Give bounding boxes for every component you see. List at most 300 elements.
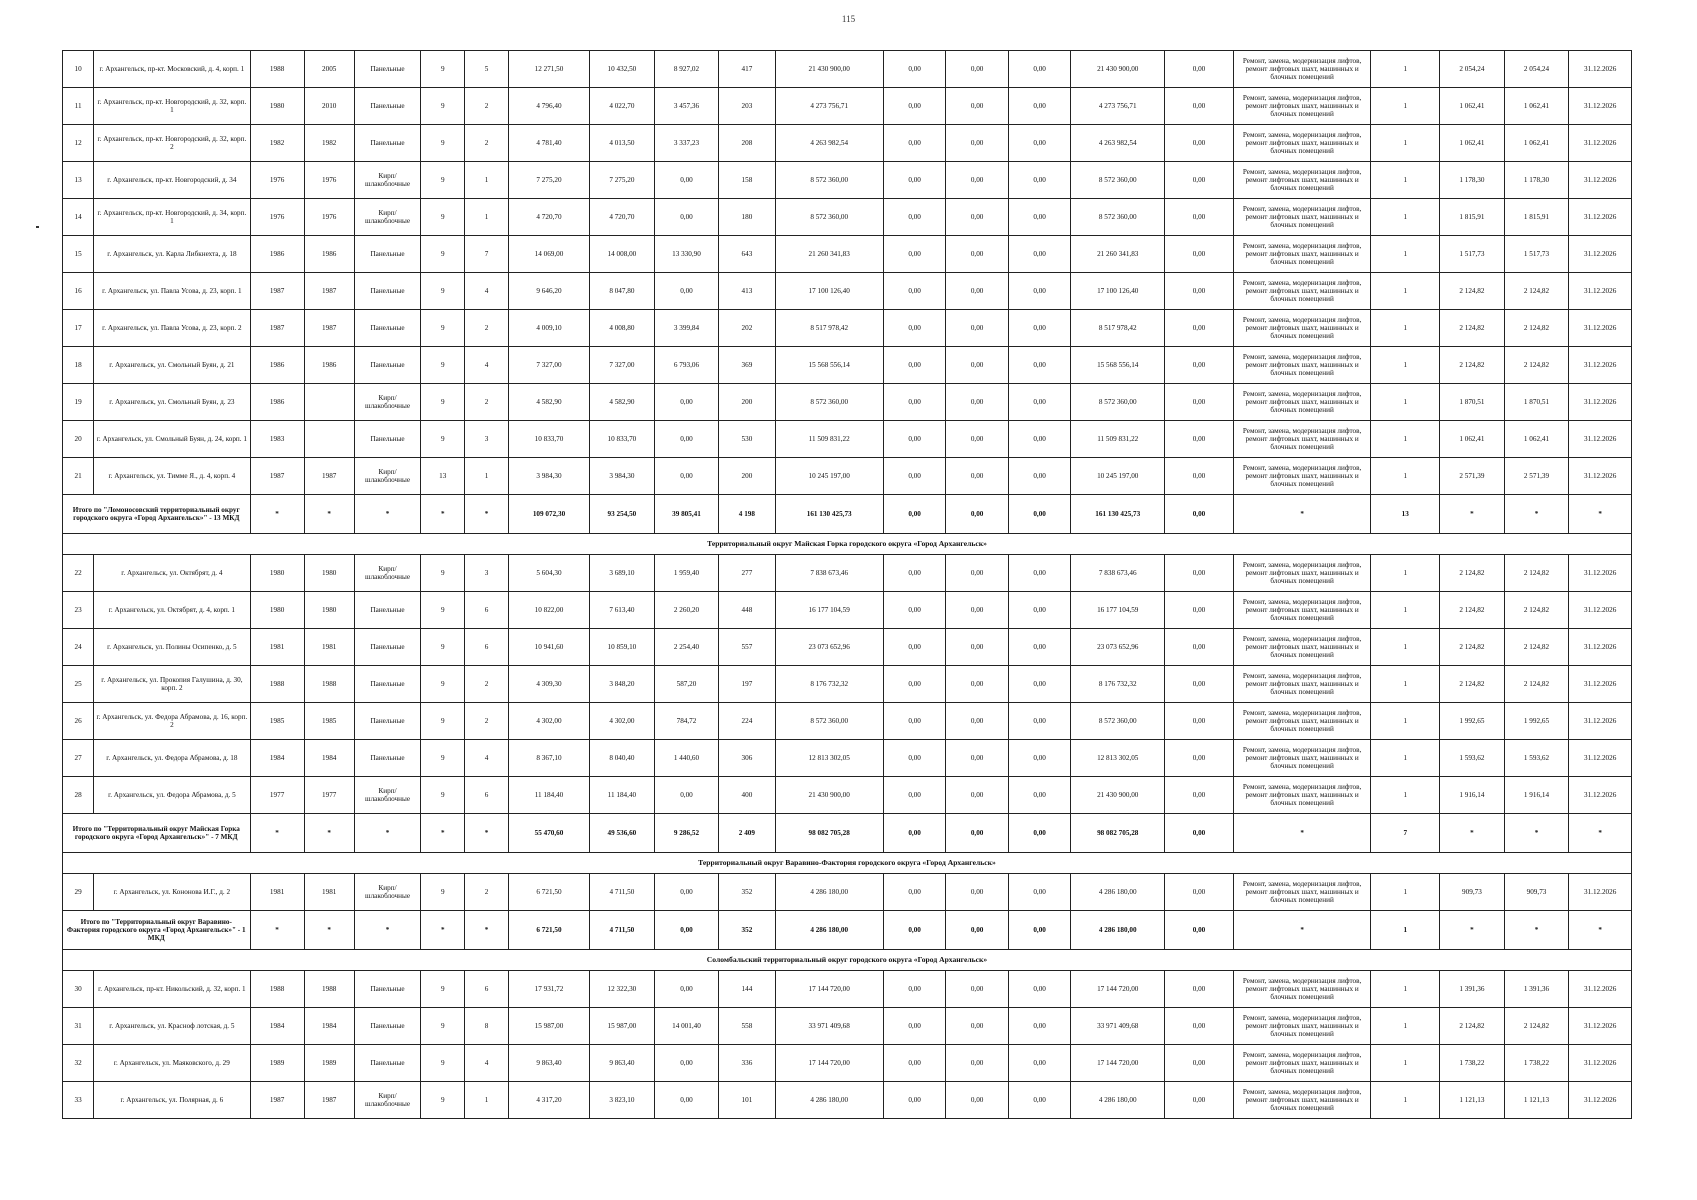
cell-f2: 0,00 bbox=[946, 421, 1009, 458]
cell-a3: 0,00 bbox=[654, 777, 719, 814]
cell-a2: 7 275,20 bbox=[590, 162, 655, 199]
cell-f4: 8 572 360,00 bbox=[1071, 199, 1165, 236]
total-f3: 0,00 bbox=[1008, 911, 1071, 950]
cell-fl: 9 bbox=[421, 1082, 465, 1119]
cell-cost: 15 568 556,14 bbox=[775, 347, 883, 384]
cell-cost: 23 073 652,96 bbox=[775, 629, 883, 666]
cell-f4: 4 263 982,54 bbox=[1071, 125, 1165, 162]
cell-a3: 2 254,40 bbox=[654, 629, 719, 666]
page-number: 115 bbox=[841, 14, 856, 24]
cell-f4: 17 144 720,00 bbox=[1071, 1045, 1165, 1082]
cell-u2: 1 517,73 bbox=[1504, 236, 1569, 273]
cell-f1: 0,00 bbox=[883, 458, 946, 495]
cell-ent: 2 bbox=[465, 703, 509, 740]
total-a1: 109 072,30 bbox=[508, 495, 589, 534]
cell-f2: 0,00 bbox=[946, 51, 1009, 88]
cell-f2: 0,00 bbox=[946, 458, 1009, 495]
cell-f4: 7 838 673,46 bbox=[1071, 555, 1165, 592]
cell-walls: Панельные bbox=[354, 236, 421, 273]
cell-people: 158 bbox=[719, 162, 775, 199]
cell-f2: 0,00 bbox=[946, 555, 1009, 592]
cell-fl: 9 bbox=[421, 1045, 465, 1082]
total-placeholder: * bbox=[1569, 911, 1632, 950]
cell-work: Ремонт, замена, модернизация лифтов, ремонт лифтовых шахт, машинных и блочных помещений bbox=[1233, 1045, 1371, 1082]
cell-cost: 4 286 180,00 bbox=[775, 1082, 883, 1119]
total-placeholder: * bbox=[1440, 911, 1505, 950]
cell-u1: 1 062,41 bbox=[1440, 125, 1505, 162]
table-row bbox=[63, 347, 1632, 384]
section-title: Соломбальский территориальный округ городского округа «Город Архангельск» bbox=[63, 950, 1632, 971]
total-a2: 93 254,50 bbox=[590, 495, 655, 534]
cell-people: 224 bbox=[719, 703, 775, 740]
cell-n: 25 bbox=[63, 666, 94, 703]
cell-f4: 23 073 652,96 bbox=[1071, 629, 1165, 666]
cell-cost: 21 260 341,83 bbox=[775, 236, 883, 273]
total-label: Итого по "Территориальный округ Варавино-Фактория городского округа «Город Архангельск»" - 1 МКД bbox=[63, 911, 251, 950]
total-placeholder: * bbox=[1569, 814, 1632, 853]
table-row bbox=[63, 740, 1632, 777]
cell-u2: 2 571,39 bbox=[1504, 458, 1569, 495]
cell-y1: 1980 bbox=[250, 592, 304, 629]
table-row bbox=[63, 273, 1632, 310]
cell-n: 10 bbox=[63, 51, 94, 88]
capital-repair-table-sheet bbox=[62, 50, 1632, 1119]
cell-date: 31.12.2026 bbox=[1569, 199, 1632, 236]
cell-address: г. Архангельск, пр-кт. Новгородский, д. 32, корп. 2 bbox=[94, 125, 250, 162]
total-placeholder: * bbox=[1440, 814, 1505, 853]
cell-y1: 1985 bbox=[250, 703, 304, 740]
cell-work: Ремонт, замена, модернизация лифтов, ремонт лифтовых шахт, машинных и блочных помещений bbox=[1233, 703, 1371, 740]
section-title: Территориальный округ Варавино-Фактория городского округа «Город Архангельск» bbox=[63, 853, 1632, 874]
cell-walls: Панельные bbox=[354, 125, 421, 162]
total-placeholder: * bbox=[1233, 814, 1371, 853]
cell-cost: 17 144 720,00 bbox=[775, 971, 883, 1008]
cell-f2: 0,00 bbox=[946, 629, 1009, 666]
cell-u2: 2 054,24 bbox=[1504, 51, 1569, 88]
cell-u1: 2 124,82 bbox=[1440, 273, 1505, 310]
cell-ent: 1 bbox=[465, 199, 509, 236]
total-label: Итого по "Ломоносовский территориальный округ городского округа «Город Архангельск»" - 13 МКД bbox=[63, 495, 251, 534]
cell-y2: 1987 bbox=[304, 458, 354, 495]
total-f2: 0,00 bbox=[946, 911, 1009, 950]
total-placeholder: * bbox=[465, 495, 509, 534]
cell-ent: 1 bbox=[465, 162, 509, 199]
cell-people: 413 bbox=[719, 273, 775, 310]
cell-date: 31.12.2026 bbox=[1569, 51, 1632, 88]
cell-fl: 9 bbox=[421, 384, 465, 421]
total-row bbox=[63, 814, 1632, 853]
cell-people: 200 bbox=[719, 384, 775, 421]
cell-walls: Кирп/ шлакоблочные bbox=[354, 162, 421, 199]
cell-u1: 1 870,51 bbox=[1440, 384, 1505, 421]
cell-fl: 9 bbox=[421, 88, 465, 125]
cell-ent: 2 bbox=[465, 88, 509, 125]
capital-repair-table bbox=[62, 50, 1632, 1119]
cell-f5: 0,00 bbox=[1165, 273, 1234, 310]
cell-n: 18 bbox=[63, 347, 94, 384]
cell-date: 31.12.2026 bbox=[1569, 592, 1632, 629]
total-people: 2 409 bbox=[719, 814, 775, 853]
cell-f5: 0,00 bbox=[1165, 629, 1234, 666]
cell-cost: 21 430 900,00 bbox=[775, 51, 883, 88]
total-f3: 0,00 bbox=[1008, 495, 1071, 534]
cell-date: 31.12.2026 bbox=[1569, 236, 1632, 273]
cell-u1: 1 062,41 bbox=[1440, 88, 1505, 125]
cell-n: 13 bbox=[63, 162, 94, 199]
cell-fl: 9 bbox=[421, 347, 465, 384]
table-row bbox=[63, 971, 1632, 1008]
cell-f5: 0,00 bbox=[1165, 703, 1234, 740]
cell-f1: 0,00 bbox=[883, 629, 946, 666]
cell-work: Ремонт, замена, модернизация лифтов, ремонт лифтовых шахт, машинных и блочных помещений bbox=[1233, 458, 1371, 495]
cell-u2: 2 124,82 bbox=[1504, 347, 1569, 384]
section-title: Территориальный округ Майская Горка городского округа «Город Архангельск» bbox=[63, 534, 1632, 555]
total-placeholder: * bbox=[1504, 495, 1569, 534]
cell-n: 24 bbox=[63, 629, 94, 666]
cell-n: 16 bbox=[63, 273, 94, 310]
cell-y1: 1977 bbox=[250, 777, 304, 814]
total-placeholder: * bbox=[250, 911, 304, 950]
cell-walls: Панельные bbox=[354, 666, 421, 703]
cell-a2: 12 322,30 bbox=[590, 971, 655, 1008]
cell-a1: 15 987,00 bbox=[508, 1008, 589, 1045]
cell-u2: 2 124,82 bbox=[1504, 666, 1569, 703]
cell-cnt: 1 bbox=[1371, 347, 1440, 384]
cell-walls: Панельные bbox=[354, 629, 421, 666]
cell-work: Ремонт, замена, модернизация лифтов, ремонт лифтовых шахт, машинных и блочных помещений bbox=[1233, 199, 1371, 236]
cell-a3: 3 457,36 bbox=[654, 88, 719, 125]
cell-f3: 0,00 bbox=[1008, 555, 1071, 592]
cell-f2: 0,00 bbox=[946, 592, 1009, 629]
cell-f2: 0,00 bbox=[946, 740, 1009, 777]
cell-n: 20 bbox=[63, 421, 94, 458]
cell-n: 27 bbox=[63, 740, 94, 777]
total-f3: 0,00 bbox=[1008, 814, 1071, 853]
table-row bbox=[63, 777, 1632, 814]
cell-people: 180 bbox=[719, 199, 775, 236]
cell-f1: 0,00 bbox=[883, 162, 946, 199]
cell-y2: 1980 bbox=[304, 555, 354, 592]
total-a1: 55 470,60 bbox=[508, 814, 589, 853]
cell-f1: 0,00 bbox=[883, 125, 946, 162]
cell-f2: 0,00 bbox=[946, 1082, 1009, 1119]
cell-fl: 9 bbox=[421, 421, 465, 458]
table-row bbox=[63, 1008, 1632, 1045]
total-row bbox=[63, 495, 1632, 534]
total-placeholder: * bbox=[421, 911, 465, 950]
cell-f1: 0,00 bbox=[883, 555, 946, 592]
cell-cnt: 1 bbox=[1371, 458, 1440, 495]
cell-u2: 1 992,65 bbox=[1504, 703, 1569, 740]
total-placeholder: * bbox=[304, 911, 354, 950]
section-header-row bbox=[63, 534, 1632, 555]
cell-ent: 2 bbox=[465, 310, 509, 347]
cell-fl: 9 bbox=[421, 592, 465, 629]
cell-y1: 1980 bbox=[250, 555, 304, 592]
cell-u2: 1 916,14 bbox=[1504, 777, 1569, 814]
cell-f5: 0,00 bbox=[1165, 310, 1234, 347]
cell-f5: 0,00 bbox=[1165, 384, 1234, 421]
cell-u1: 909,73 bbox=[1440, 874, 1505, 911]
cell-date: 31.12.2026 bbox=[1569, 629, 1632, 666]
cell-walls: Кирп/ шлакоблочные bbox=[354, 1082, 421, 1119]
cell-address: г. Архангельск, ул. Октябрят, д. 4, корп. 1 bbox=[94, 592, 250, 629]
cell-a1: 14 069,00 bbox=[508, 236, 589, 273]
cell-cost: 8 517 978,42 bbox=[775, 310, 883, 347]
cell-cnt: 1 bbox=[1371, 310, 1440, 347]
cell-walls: Панельные bbox=[354, 347, 421, 384]
cell-f3: 0,00 bbox=[1008, 273, 1071, 310]
cell-people: 208 bbox=[719, 125, 775, 162]
cell-a3: 1 440,60 bbox=[654, 740, 719, 777]
cell-n: 19 bbox=[63, 384, 94, 421]
cell-people: 352 bbox=[719, 874, 775, 911]
cell-address: г. Архангельск, ул. Маяковского, д. 29 bbox=[94, 1045, 250, 1082]
total-a3: 9 286,52 bbox=[654, 814, 719, 853]
cell-ent: 1 bbox=[465, 1082, 509, 1119]
cell-a1: 4 317,20 bbox=[508, 1082, 589, 1119]
cell-u2: 1 062,41 bbox=[1504, 88, 1569, 125]
cell-f1: 0,00 bbox=[883, 236, 946, 273]
cell-a3: 2 260,20 bbox=[654, 592, 719, 629]
cell-date: 31.12.2026 bbox=[1569, 1082, 1632, 1119]
cell-address: г. Архангельск, ул. Федора Абрамова, д. 5 bbox=[94, 777, 250, 814]
cell-u2: 1 815,91 bbox=[1504, 199, 1569, 236]
cell-ent: 4 bbox=[465, 273, 509, 310]
table-row bbox=[63, 125, 1632, 162]
cell-y1: 1988 bbox=[250, 51, 304, 88]
cell-ent: 8 bbox=[465, 1008, 509, 1045]
total-count: 13 bbox=[1371, 495, 1440, 534]
cell-fl: 9 bbox=[421, 51, 465, 88]
cell-y2: 1988 bbox=[304, 971, 354, 1008]
cell-u2: 2 124,82 bbox=[1504, 310, 1569, 347]
cell-y1: 1987 bbox=[250, 458, 304, 495]
cell-u1: 1 992,65 bbox=[1440, 703, 1505, 740]
cell-a3: 3 337,23 bbox=[654, 125, 719, 162]
total-placeholder: * bbox=[1440, 495, 1505, 534]
total-f4: 161 130 425,73 bbox=[1071, 495, 1165, 534]
cell-f3: 0,00 bbox=[1008, 421, 1071, 458]
total-f2: 0,00 bbox=[946, 495, 1009, 534]
cell-a3: 0,00 bbox=[654, 199, 719, 236]
cell-y2: 1986 bbox=[304, 236, 354, 273]
cell-work: Ремонт, замена, модернизация лифтов, ремонт лифтовых шахт, машинных и блочных помещений bbox=[1233, 310, 1371, 347]
cell-n: 11 bbox=[63, 88, 94, 125]
cell-a2: 10 859,10 bbox=[590, 629, 655, 666]
cell-f5: 0,00 bbox=[1165, 1082, 1234, 1119]
cell-f3: 0,00 bbox=[1008, 703, 1071, 740]
cell-people: 369 bbox=[719, 347, 775, 384]
cell-u2: 1 062,41 bbox=[1504, 125, 1569, 162]
cell-f4: 4 273 756,71 bbox=[1071, 88, 1165, 125]
total-placeholder: * bbox=[1504, 911, 1569, 950]
cell-f4: 4 286 180,00 bbox=[1071, 1082, 1165, 1119]
cell-f3: 0,00 bbox=[1008, 592, 1071, 629]
cell-a1: 9 646,20 bbox=[508, 273, 589, 310]
cell-y1: 1987 bbox=[250, 310, 304, 347]
cell-f4: 17 144 720,00 bbox=[1071, 971, 1165, 1008]
cell-n: 28 bbox=[63, 777, 94, 814]
cell-f5: 0,00 bbox=[1165, 347, 1234, 384]
cell-f3: 0,00 bbox=[1008, 629, 1071, 666]
cell-u2: 1 870,51 bbox=[1504, 384, 1569, 421]
cell-f3: 0,00 bbox=[1008, 1082, 1071, 1119]
cell-f3: 0,00 bbox=[1008, 874, 1071, 911]
cell-f3: 0,00 bbox=[1008, 199, 1071, 236]
cell-y2: 1982 bbox=[304, 125, 354, 162]
table-row bbox=[63, 310, 1632, 347]
cell-people: 400 bbox=[719, 777, 775, 814]
cell-cost: 8 572 360,00 bbox=[775, 703, 883, 740]
cell-u1: 1 062,41 bbox=[1440, 421, 1505, 458]
cell-y1: 1983 bbox=[250, 421, 304, 458]
cell-y1: 1989 bbox=[250, 1045, 304, 1082]
cell-f4: 11 509 831,22 bbox=[1071, 421, 1165, 458]
cell-a3: 0,00 bbox=[654, 162, 719, 199]
cell-f3: 0,00 bbox=[1008, 51, 1071, 88]
cell-n: 22 bbox=[63, 555, 94, 592]
cell-walls: Панельные bbox=[354, 592, 421, 629]
cell-people: 448 bbox=[719, 592, 775, 629]
cell-address: г. Архангельск, пр-кт. Московский, д. 4, корп. 1 bbox=[94, 51, 250, 88]
cell-address: г. Архангельск, ул. Федора Абрамова, д. 16, корп. 2 bbox=[94, 703, 250, 740]
table-row bbox=[63, 236, 1632, 273]
cell-people: 306 bbox=[719, 740, 775, 777]
cell-y1: 1986 bbox=[250, 384, 304, 421]
cell-address: г. Архангельск, ул. Кононова И.Г., д. 2 bbox=[94, 874, 250, 911]
cell-people: 417 bbox=[719, 51, 775, 88]
cell-f3: 0,00 bbox=[1008, 458, 1071, 495]
table-row bbox=[63, 384, 1632, 421]
cell-y2: 1981 bbox=[304, 629, 354, 666]
cell-date: 31.12.2026 bbox=[1569, 1045, 1632, 1082]
cell-f2: 0,00 bbox=[946, 666, 1009, 703]
cell-f2: 0,00 bbox=[946, 1008, 1009, 1045]
cell-work: Ремонт, замена, модернизация лифтов, ремонт лифтовых шахт, машинных и блочных помещений bbox=[1233, 629, 1371, 666]
cell-f5: 0,00 bbox=[1165, 125, 1234, 162]
cell-people: 203 bbox=[719, 88, 775, 125]
cell-a2: 10 833,70 bbox=[590, 421, 655, 458]
cell-y1: 1987 bbox=[250, 1082, 304, 1119]
cell-f3: 0,00 bbox=[1008, 1008, 1071, 1045]
cell-cnt: 1 bbox=[1371, 1045, 1440, 1082]
cell-cnt: 1 bbox=[1371, 777, 1440, 814]
total-people: 4 198 bbox=[719, 495, 775, 534]
cell-a2: 9 863,40 bbox=[590, 1045, 655, 1082]
cell-f1: 0,00 bbox=[883, 666, 946, 703]
cell-work: Ремонт, замена, модернизация лифтов, ремонт лифтовых шахт, машинных и блочных помещений bbox=[1233, 51, 1371, 88]
cell-f4: 8 572 360,00 bbox=[1071, 384, 1165, 421]
cell-cost: 16 177 104,59 bbox=[775, 592, 883, 629]
cell-f4: 16 177 104,59 bbox=[1071, 592, 1165, 629]
cell-a3: 0,00 bbox=[654, 1082, 719, 1119]
cell-a2: 11 184,40 bbox=[590, 777, 655, 814]
cell-walls: Кирп/ шлакоблочные bbox=[354, 199, 421, 236]
cell-y2: 2010 bbox=[304, 88, 354, 125]
cell-f5: 0,00 bbox=[1165, 666, 1234, 703]
cell-ent: 6 bbox=[465, 629, 509, 666]
cell-fl: 9 bbox=[421, 273, 465, 310]
cell-u1: 1 121,13 bbox=[1440, 1082, 1505, 1119]
cell-f1: 0,00 bbox=[883, 88, 946, 125]
cell-address: г. Архангельск, ул. Тимме Я., д. 4, корп. 4 bbox=[94, 458, 250, 495]
cell-a2: 3 823,10 bbox=[590, 1082, 655, 1119]
cell-walls: Панельные bbox=[354, 971, 421, 1008]
cell-a2: 3 689,10 bbox=[590, 555, 655, 592]
cell-a2: 8 040,40 bbox=[590, 740, 655, 777]
cell-date: 31.12.2026 bbox=[1569, 703, 1632, 740]
cell-f1: 0,00 bbox=[883, 740, 946, 777]
cell-walls: Кирп/ шлакоблочные bbox=[354, 874, 421, 911]
cell-a1: 11 184,40 bbox=[508, 777, 589, 814]
cell-f2: 0,00 bbox=[946, 777, 1009, 814]
cell-address: г. Архангельск, пр-кт. Новгородский, д. 34 bbox=[94, 162, 250, 199]
cell-work: Ремонт, замена, модернизация лифтов, ремонт лифтовых шахт, машинных и блочных помещений bbox=[1233, 1082, 1371, 1119]
cell-a1: 8 367,10 bbox=[508, 740, 589, 777]
total-count: 7 bbox=[1371, 814, 1440, 853]
cell-walls: Кирп/ шлакоблочные bbox=[354, 777, 421, 814]
cell-y2: 1984 bbox=[304, 740, 354, 777]
cell-f1: 0,00 bbox=[883, 1045, 946, 1082]
cell-y1: 1984 bbox=[250, 1008, 304, 1045]
cell-cnt: 1 bbox=[1371, 1082, 1440, 1119]
cell-f3: 0,00 bbox=[1008, 125, 1071, 162]
cell-u1: 1 178,30 bbox=[1440, 162, 1505, 199]
cell-f4: 10 245 197,00 bbox=[1071, 458, 1165, 495]
cell-cost: 4 286 180,00 bbox=[775, 874, 883, 911]
cell-u1: 1 916,14 bbox=[1440, 777, 1505, 814]
cell-f1: 0,00 bbox=[883, 310, 946, 347]
cell-u2: 1 391,36 bbox=[1504, 971, 1569, 1008]
cell-a1: 12 271,50 bbox=[508, 51, 589, 88]
cell-people: 202 bbox=[719, 310, 775, 347]
cell-cost: 21 430 900,00 bbox=[775, 777, 883, 814]
table-row bbox=[63, 555, 1632, 592]
cell-a3: 0,00 bbox=[654, 971, 719, 1008]
cell-f5: 0,00 bbox=[1165, 777, 1234, 814]
cell-cnt: 1 bbox=[1371, 88, 1440, 125]
cell-n: 33 bbox=[63, 1082, 94, 1119]
total-f1: 0,00 bbox=[883, 814, 946, 853]
cell-y1: 1986 bbox=[250, 236, 304, 273]
cell-y2: 1976 bbox=[304, 162, 354, 199]
total-placeholder: * bbox=[421, 495, 465, 534]
cell-f5: 0,00 bbox=[1165, 236, 1234, 273]
cell-f5: 0,00 bbox=[1165, 421, 1234, 458]
cell-a3: 0,00 bbox=[654, 273, 719, 310]
cell-f2: 0,00 bbox=[946, 199, 1009, 236]
cell-f3: 0,00 bbox=[1008, 384, 1071, 421]
cell-date: 31.12.2026 bbox=[1569, 971, 1632, 1008]
cell-u2: 2 124,82 bbox=[1504, 555, 1569, 592]
cell-ent: 4 bbox=[465, 1045, 509, 1082]
total-f5: 0,00 bbox=[1165, 495, 1234, 534]
cell-u2: 1 178,30 bbox=[1504, 162, 1569, 199]
total-placeholder: * bbox=[354, 495, 421, 534]
total-count: 1 bbox=[1371, 911, 1440, 950]
cell-f5: 0,00 bbox=[1165, 592, 1234, 629]
cell-ent: 6 bbox=[465, 971, 509, 1008]
cell-address: г. Архангельск, ул. Павла Усова, д. 23, корп. 2 bbox=[94, 310, 250, 347]
cell-a1: 7 327,00 bbox=[508, 347, 589, 384]
cell-work: Ремонт, замена, модернизация лифтов, ремонт лифтовых шахт, машинных и блочных помещений bbox=[1233, 347, 1371, 384]
cell-fl: 9 bbox=[421, 666, 465, 703]
cell-f4: 8 572 360,00 bbox=[1071, 703, 1165, 740]
cell-fl: 9 bbox=[421, 874, 465, 911]
cell-u2: 2 124,82 bbox=[1504, 592, 1569, 629]
cell-f5: 0,00 bbox=[1165, 555, 1234, 592]
